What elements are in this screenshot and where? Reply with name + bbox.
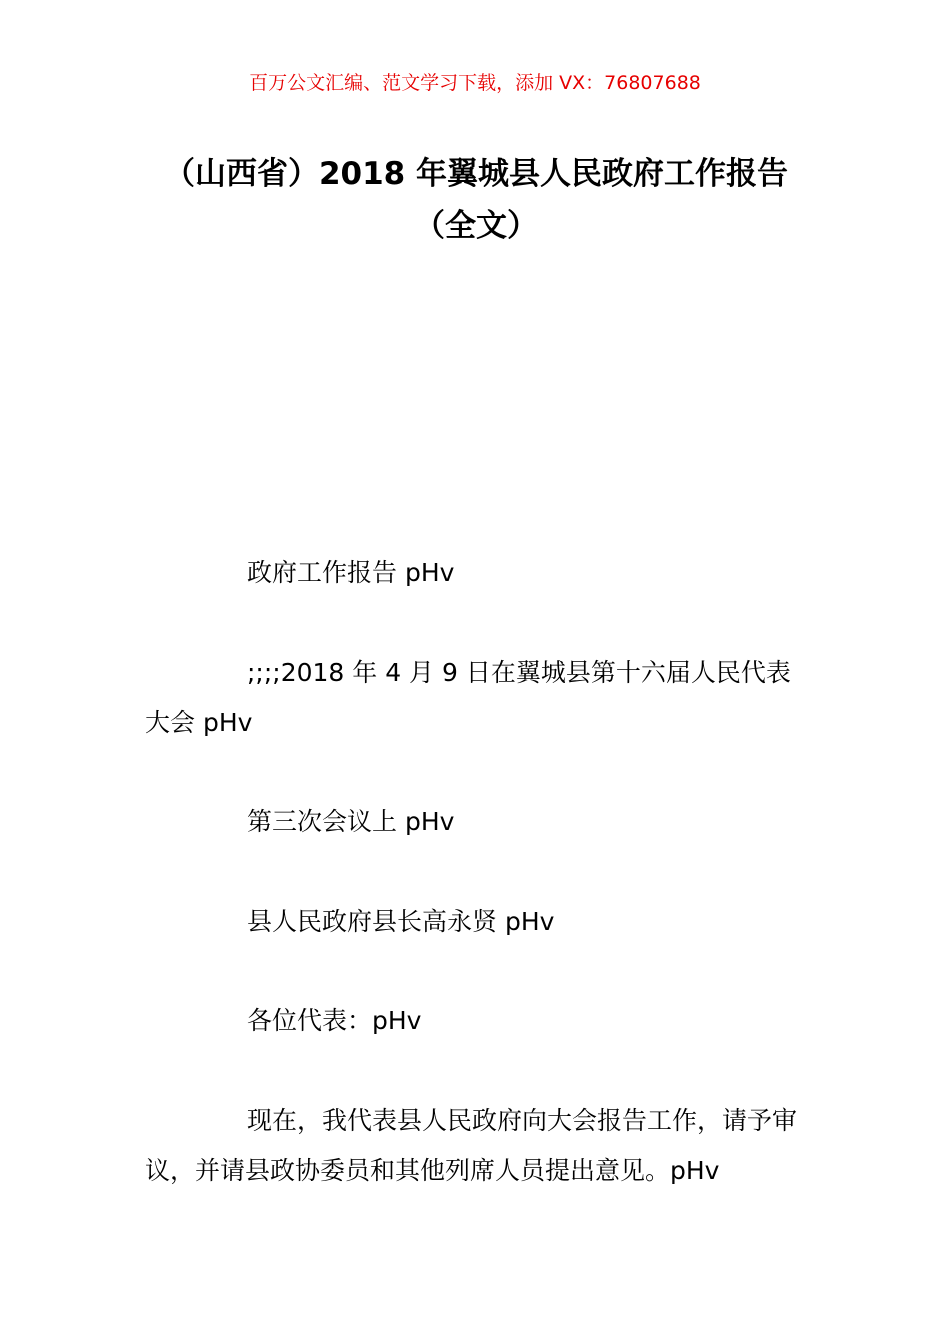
paragraph-salutation: 各位代表：pHv <box>247 1006 422 1035</box>
paragraph-session: 第三次会议上 pHv <box>247 807 455 836</box>
paragraph-meeting-date: ;;;;2018 年 4 月 9 日在翼城县第十六届人民代表大会 pHv <box>145 658 791 737</box>
paragraph-speaker: 县人民政府县长高永贤 pHv <box>247 907 555 936</box>
document-title: （山西省）2018 年翼城县人民政府工作报告（全文） <box>163 156 789 244</box>
paragraph-report-heading: 政府工作报告 pHv <box>247 558 455 587</box>
paragraph-opening: 现在，我代表县人民政府向大会报告工作，请予审议，并请县政协委员和其他列席人员提出意见。pHv <box>145 1106 798 1185</box>
header-promo-line: 百万公文汇编、范文学习下载，添加 VX：76807688 <box>249 72 701 94</box>
